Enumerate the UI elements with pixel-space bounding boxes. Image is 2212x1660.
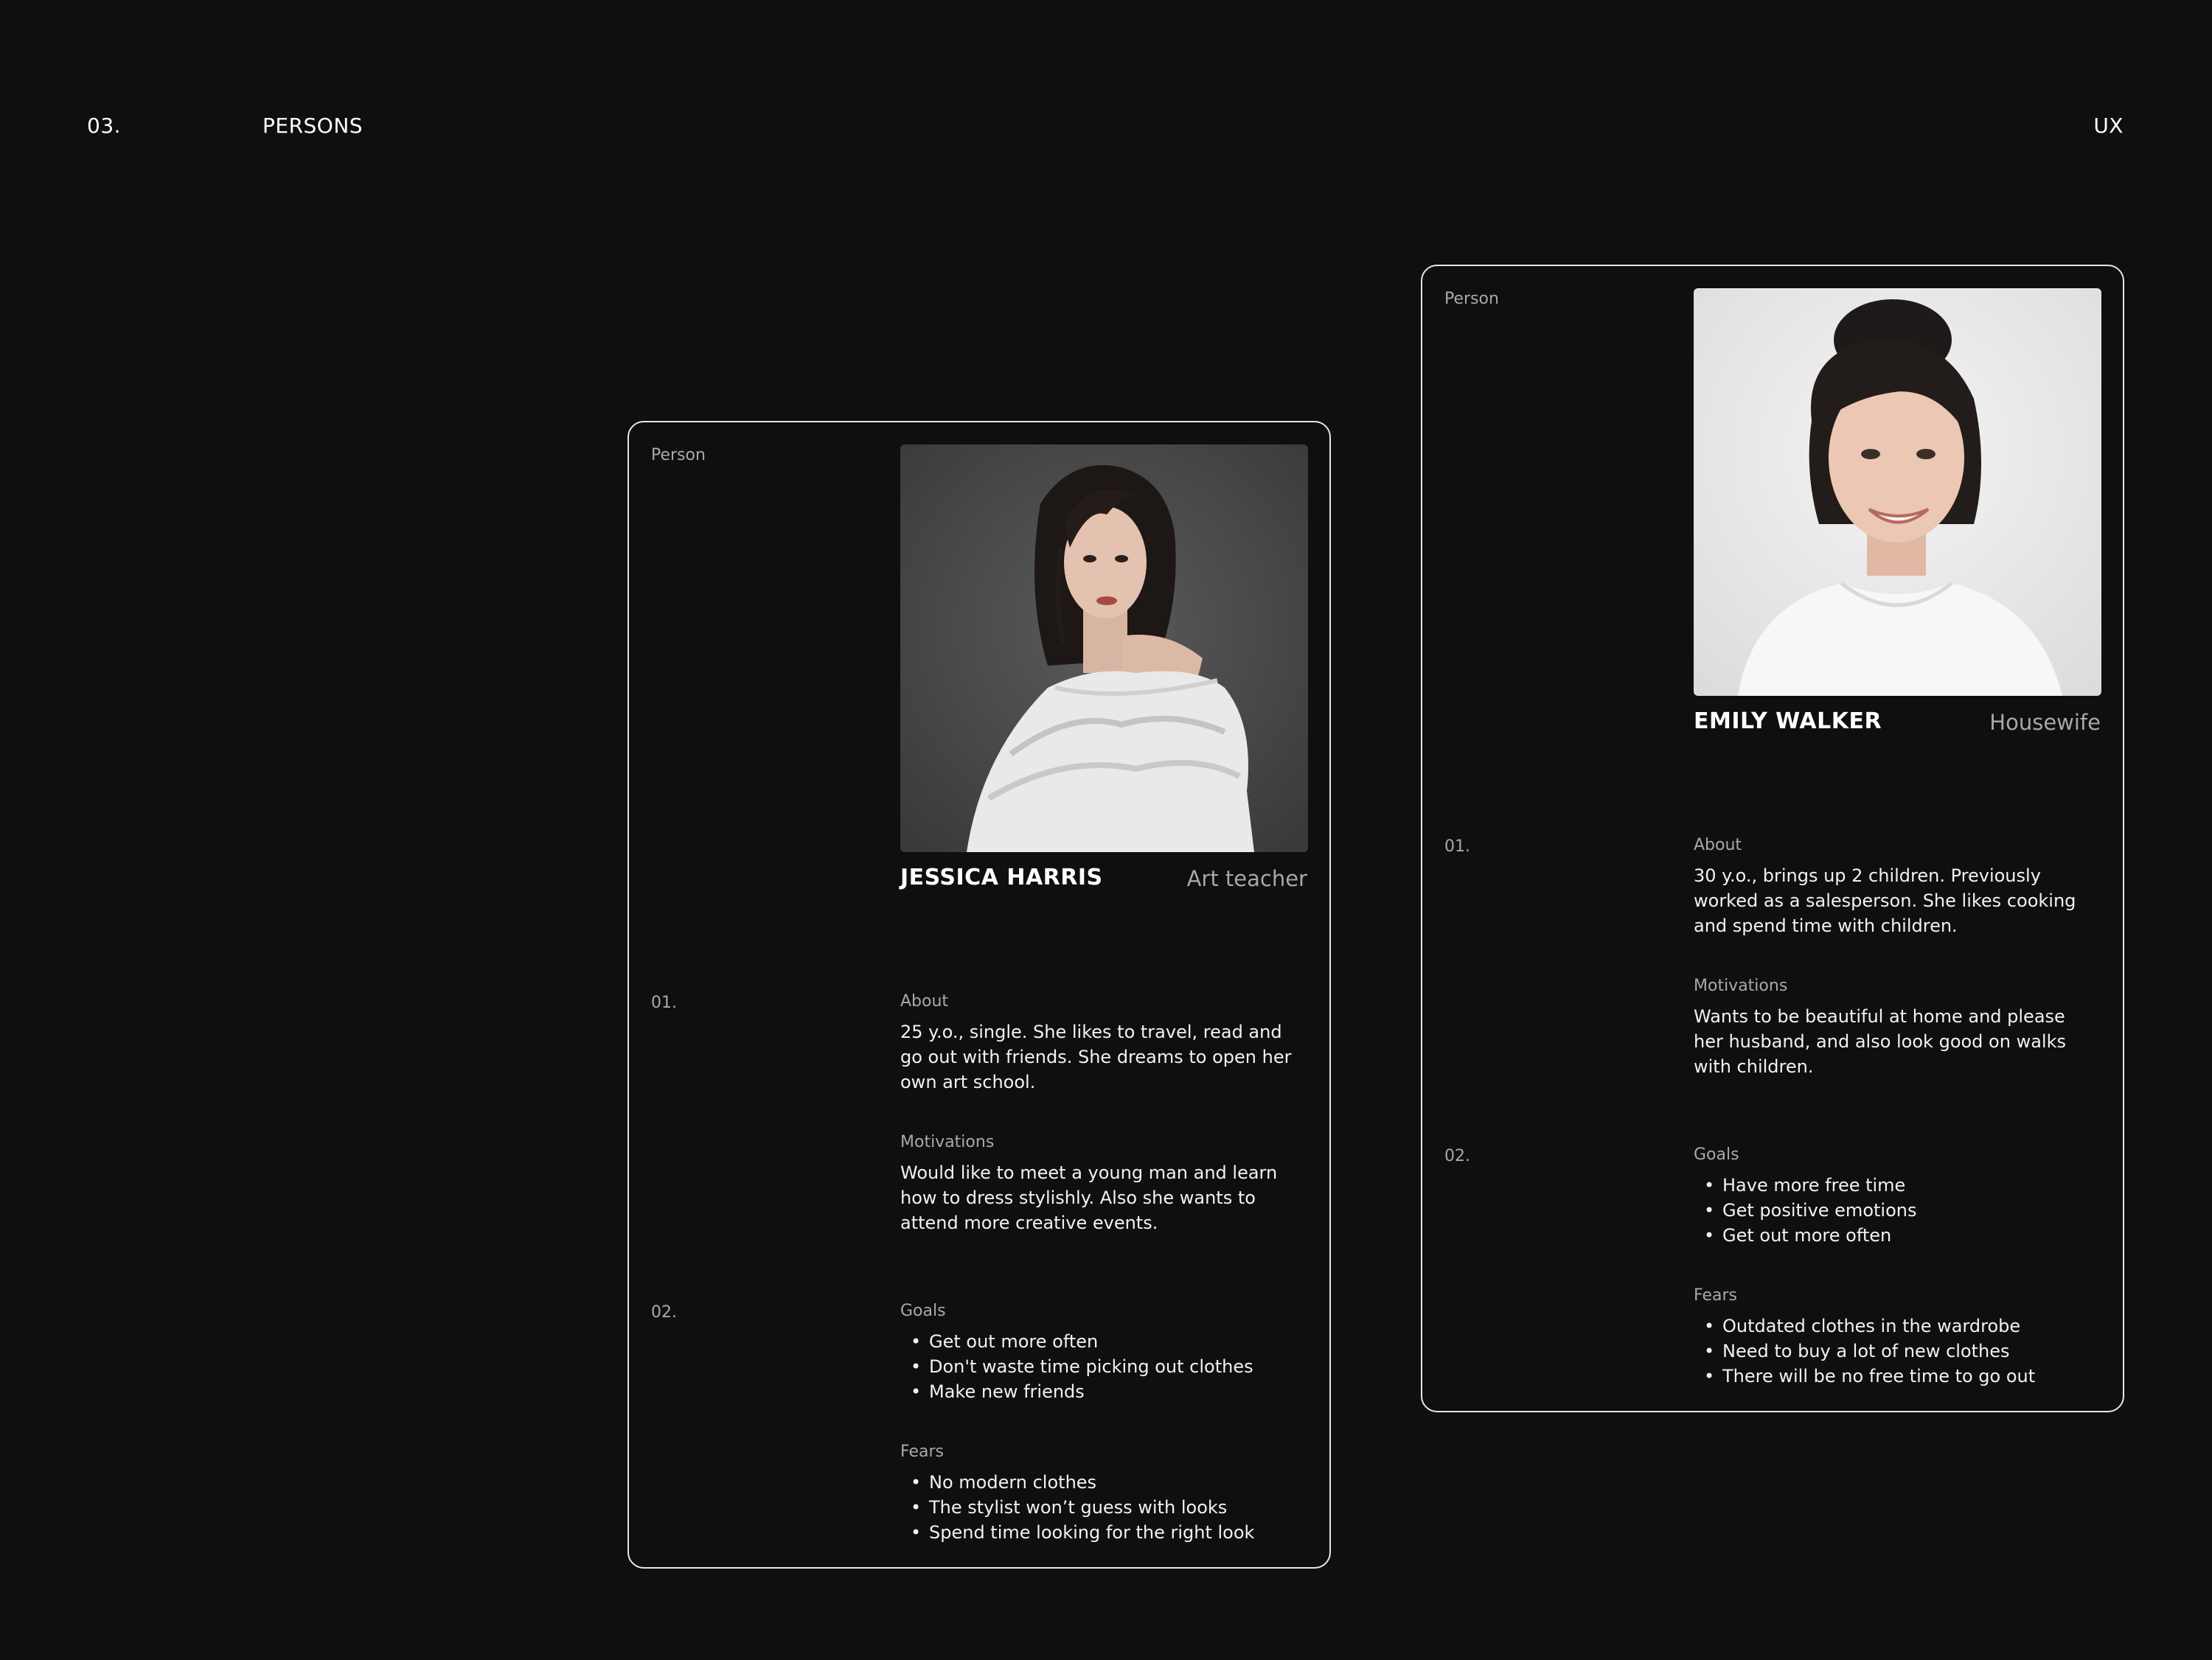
section-01-number: 01. (1444, 837, 1470, 856)
about-text (1694, 863, 2107, 938)
portrait-image (1694, 288, 2101, 696)
motivations-text (1694, 1004, 2107, 1079)
list-item (1694, 1223, 2107, 1248)
bullet-icon: • (1704, 1200, 1715, 1221)
list-item (900, 1470, 1313, 1495)
goals-list (900, 1329, 1313, 1404)
persona-role: Housewife (1989, 710, 2101, 735)
bullet-icon: • (911, 1522, 922, 1543)
section-title: PERSONS (262, 114, 364, 138)
goal-text: Get out more often (1722, 1225, 1892, 1246)
bullet-icon: • (911, 1497, 922, 1518)
list-item (900, 1495, 1313, 1520)
motivations-block (1694, 976, 2107, 1079)
goals-block (900, 1301, 1313, 1404)
goal-text: Get out more often (929, 1331, 1099, 1352)
fears-block (1694, 1286, 2107, 1389)
list-item (900, 1354, 1313, 1379)
motivations-text (900, 1160, 1313, 1235)
goals-title: Goals (900, 1302, 946, 1320)
about-title: About (900, 992, 949, 1011)
motivations-line: attend more creative events. (900, 1213, 1158, 1233)
list-item (1694, 1173, 2107, 1198)
bullet-icon: • (911, 1472, 922, 1493)
about-line: 30 y.o., brings up 2 children. Previously (1694, 865, 2041, 886)
fear-text: Need to buy a lot of new clothes (1722, 1341, 2010, 1361)
about-block (900, 991, 1313, 1095)
goals-title: Goals (1694, 1145, 1739, 1164)
fear-text: The stylist won’t guess with looks (929, 1497, 1228, 1518)
motivations-title: Motivations (1694, 977, 1788, 995)
persona-card-emily (1421, 265, 2124, 1412)
portrait-image (900, 444, 1308, 852)
bullet-icon: • (1704, 1225, 1715, 1246)
motivations-line: Wants to be beautiful at home and please (1694, 1006, 2065, 1027)
bullet-icon: • (1704, 1341, 1715, 1361)
motivations-block (900, 1132, 1313, 1235)
about-line: and spend time with children. (1694, 916, 1958, 936)
about-title: About (1694, 836, 1742, 854)
persona-name: JESSICA HARRIS (900, 865, 1103, 890)
fears-block (900, 1442, 1313, 1545)
goal-text: Get positive emotions (1722, 1200, 1917, 1221)
bullet-icon: • (1704, 1175, 1715, 1196)
bullet-icon: • (911, 1381, 922, 1402)
goals-list (1694, 1173, 2107, 1248)
fears-title: Fears (1694, 1286, 1737, 1305)
section-01-number: 01. (651, 994, 677, 1012)
bullet-icon: • (911, 1331, 922, 1352)
fear-text: No modern clothes (929, 1472, 1097, 1493)
list-item (900, 1329, 1313, 1354)
about-text (900, 1019, 1313, 1095)
bullet-icon: • (911, 1356, 922, 1377)
list-item (1694, 1198, 2107, 1223)
about-line: 25 y.o., single. She likes to travel, read and (900, 1022, 1282, 1042)
fears-title: Fears (900, 1443, 944, 1461)
bullet-icon: • (1704, 1366, 1715, 1387)
section-02-number: 02. (651, 1303, 677, 1322)
persona-name: EMILY WALKER (1694, 708, 1882, 734)
list-item (900, 1520, 1313, 1545)
persona-photo (900, 444, 1308, 852)
list-item (1694, 1364, 2107, 1389)
about-line: go out with friends. She dreams to open her (900, 1047, 1292, 1067)
goal-text: Make new friends (929, 1381, 1085, 1402)
motivations-line: her husband, and also look good on walks (1694, 1031, 2066, 1052)
goal-text: Have more free time (1722, 1175, 1906, 1196)
about-block (1694, 835, 2107, 938)
persona-role: Art teacher (1186, 866, 1307, 891)
goal-text: Don't waste time picking out clothes (929, 1356, 1253, 1377)
motivations-line: how to dress stylishly. Also she wants to (900, 1188, 1256, 1208)
about-line: worked as a salesperson. She likes cooking (1694, 890, 2076, 911)
fears-list (900, 1470, 1313, 1545)
fears-list (1694, 1314, 2107, 1389)
goals-block (1694, 1145, 2107, 1248)
motivations-line: Would like to meet a young man and learn (900, 1162, 1278, 1183)
motivations-title: Motivations (900, 1133, 995, 1151)
section-tag: UX (2093, 114, 2124, 138)
section-number: 03. (87, 114, 122, 138)
section-02-number: 02. (1444, 1147, 1470, 1165)
about-line: own art school. (900, 1072, 1036, 1092)
fear-text: There will be no free time to go out (1722, 1366, 2036, 1387)
persona-card-jessica (627, 421, 1331, 1569)
persona-photo (1694, 288, 2101, 696)
list-item (1694, 1339, 2107, 1364)
person-label: Person (651, 446, 706, 464)
list-item (1694, 1314, 2107, 1339)
motivations-line: with children. (1694, 1056, 1814, 1077)
bullet-icon: • (1704, 1316, 1715, 1336)
person-label: Person (1444, 290, 1499, 308)
fear-text: Spend time looking for the right look (929, 1522, 1255, 1543)
fear-text: Outdated clothes in the wardrobe (1722, 1316, 2021, 1336)
list-item (900, 1379, 1313, 1404)
